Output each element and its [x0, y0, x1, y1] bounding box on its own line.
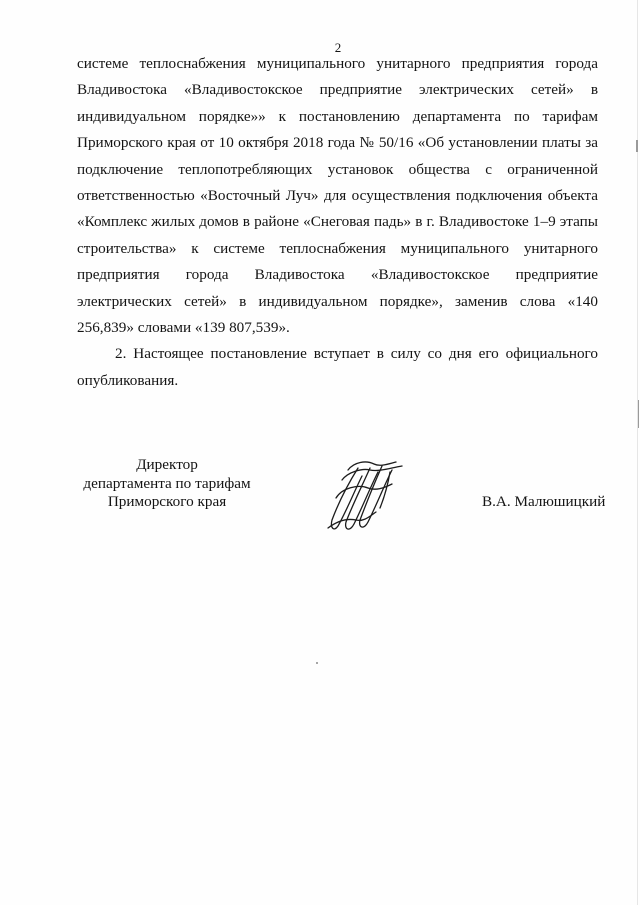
- scan-dot: [316, 662, 318, 664]
- paragraph-2: 2. Настоящее постановление вступает в силу со дня его официального опубликования.: [77, 345, 598, 389]
- signatory-name: В.А. Малюшицкий: [482, 493, 606, 510]
- signatory-title-line-2: департамента по тарифам: [83, 474, 251, 492]
- page-number: 2: [334, 40, 342, 55]
- scan-edge-line: [637, 0, 638, 905]
- scan-artifact: [638, 400, 639, 428]
- continuation-paragraph: системе теплоснабжения муниципального унитарного предприятия города Владивостока «Владивостокское предприятие электрических сетей» в индивидуальном порядке»» к постановлению департамента по тарифам Приморского края от 10 октября 2018 года № 50/16 «Об установлении платы за подключение теплопотребляющих установок общества с ограниченной ответственностью «Восточный Луч» для осуществления подключения объекта «Комплекс жилых домов в районе «Снеговая падь» в г. Владивостоке 1–9 этапы строительства» к системе теплоснабжения муниципального унитарного предприятия города Владивостока «Владивостокское предприятие электрических сетей» в индивидуальном порядке», заменив слова «140 256,839» словами «139 807,539».: [77, 55, 598, 337]
- scan-artifact: [636, 140, 638, 152]
- signatory-title-line-3: Приморского края: [107, 493, 227, 510]
- signatory-title-line-1: Директор: [136, 456, 198, 473]
- handwritten-signature: [318, 458, 410, 538]
- document-body: [77, 51, 598, 394]
- signatory-title: [77, 456, 257, 512]
